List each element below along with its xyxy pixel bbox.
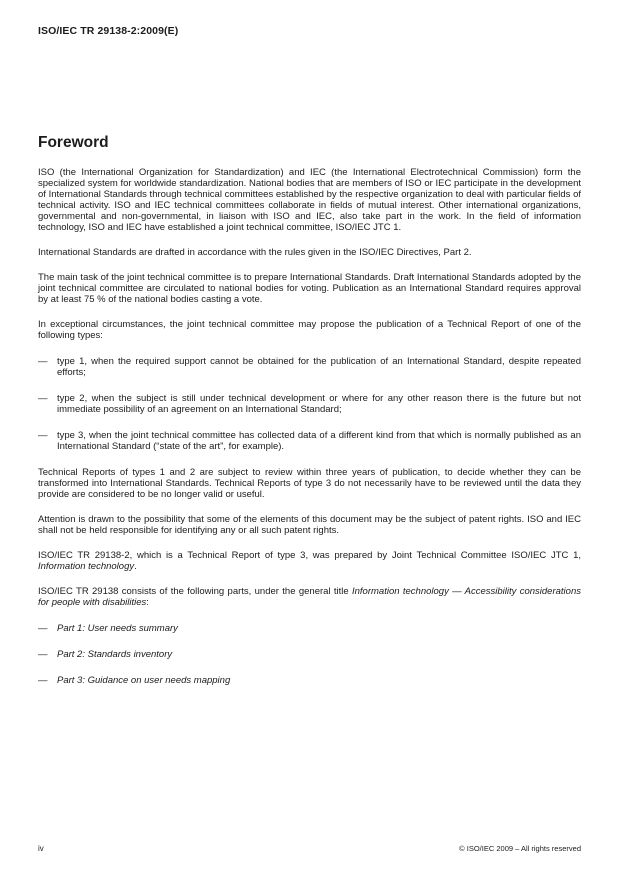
- text-segment: type 1, when the required support cannot be obtained for the publication of an International Standard, despite repeated efforts;: [57, 356, 581, 378]
- text-segment: type 3, when the joint technical committee has collected data of a different kind from that which is normally published as an International Standard (“state of the art”, for example).: [57, 430, 581, 452]
- dash-marker: —: [38, 356, 48, 367]
- list-item: [38, 356, 581, 378]
- text-segment: Information technology: [38, 561, 135, 572]
- text-segment: .: [134, 561, 137, 572]
- text-segment: Technical Reports of types 1 and 2 are subject to review within three years of publication, to decide whether they can be transformed into International Standards. Technical Reports of type 3 do not necessarily have to be reviewed until the data they provide are considered to be no longer valid or useful.: [38, 467, 581, 500]
- text-segment: Part 1: User needs summary: [57, 623, 178, 634]
- dash-marker: —: [38, 649, 48, 660]
- foreword-heading: Foreword: [38, 134, 109, 151]
- text-segment: Part 2: Standards inventory: [57, 649, 173, 660]
- dash-marker: —: [38, 675, 48, 686]
- text-segment: ISO/IEC TR 29138 consists of the following parts, under the general title: [38, 586, 352, 597]
- list-item-text: [57, 649, 581, 660]
- copyright-notice: © ISO/IEC 2009 – All rights reserved: [459, 844, 581, 853]
- list-item-text: [57, 623, 581, 634]
- list-item: [38, 623, 581, 634]
- text-segment: ISO (the International Organization for Standardization) and IEC (the International Electrotechnical Commission) form the specialized system for worldwide standardization. National bodies that are members of ISO or IEC participate in the development of International Standards through technical committees established by the respective organization to deal with particular fields of technical activity. ISO and IEC technical committees collaborate in fields of mutual interest. Other international organizations, governmental and non-governmental, in liaison with ISO and IEC, also take part in the work. In the field of information technology, ISO and IEC have established a joint technical committee, ISO/IEC JTC 1.: [38, 167, 581, 233]
- text-segment: The main task of the joint technical committee is to prepare International Standards. Draft International Standards adopted by the joint technical committee are circulated to national bodies for voting. Publication as an International Standard requires approval by at least 75 % of the national bodies casting a vote.: [38, 272, 581, 305]
- dash-marker: —: [38, 623, 48, 634]
- text-segment: Attention is drawn to the possibility that some of the elements of this document may be the subject of patent rights. ISO and IEC shall not be held responsible for identifying any or all such patent rights.: [38, 514, 581, 536]
- paragraph: [38, 586, 581, 608]
- text-segment: Part 3: Guidance on user needs mapping: [57, 675, 231, 686]
- list-item: [38, 393, 581, 415]
- paragraph: [38, 467, 581, 500]
- paragraph: [38, 272, 581, 305]
- paragraph: [38, 550, 581, 572]
- list-item-text: [57, 675, 581, 686]
- paragraph: [38, 514, 581, 536]
- text-segment: type 2, when the subject is still under technical development or where for any other reason there is the future but not immediate possibility of an agreement on an International Standard;: [57, 393, 581, 415]
- dash-marker: —: [38, 393, 48, 404]
- text-segment: In exceptional circumstances, the joint technical committee may propose the publication of a Technical Report of one of the following types:: [38, 319, 581, 341]
- list-item-text: [57, 393, 581, 415]
- list-item: [38, 649, 581, 660]
- paragraph: [38, 247, 581, 258]
- document-blocks: [38, 167, 581, 686]
- text-segment: ISO/IEC TR 29138-2, which is a Technical Report of type 3, was prepared by Joint Technical Committee ISO/IEC JTC 1,: [38, 550, 581, 561]
- paragraph: [38, 319, 581, 341]
- list-item-text: [57, 430, 581, 452]
- page-number: iv: [38, 844, 44, 853]
- text-segment: International Standards are drafted in accordance with the rules given in the ISO/IEC Directives, Part 2.: [38, 247, 472, 258]
- document-header: ISO/IEC TR 29138-2:2009(E): [38, 25, 179, 37]
- list-item: [38, 430, 581, 452]
- page-footer: [38, 844, 581, 853]
- list-item-text: [57, 356, 581, 378]
- dash-marker: —: [38, 430, 48, 441]
- text-segment: Information technology — Accessibility considerations for people with disabilities: [38, 586, 581, 608]
- list-item: [38, 675, 581, 686]
- paragraph: [38, 167, 581, 233]
- text-segment: :: [146, 597, 149, 608]
